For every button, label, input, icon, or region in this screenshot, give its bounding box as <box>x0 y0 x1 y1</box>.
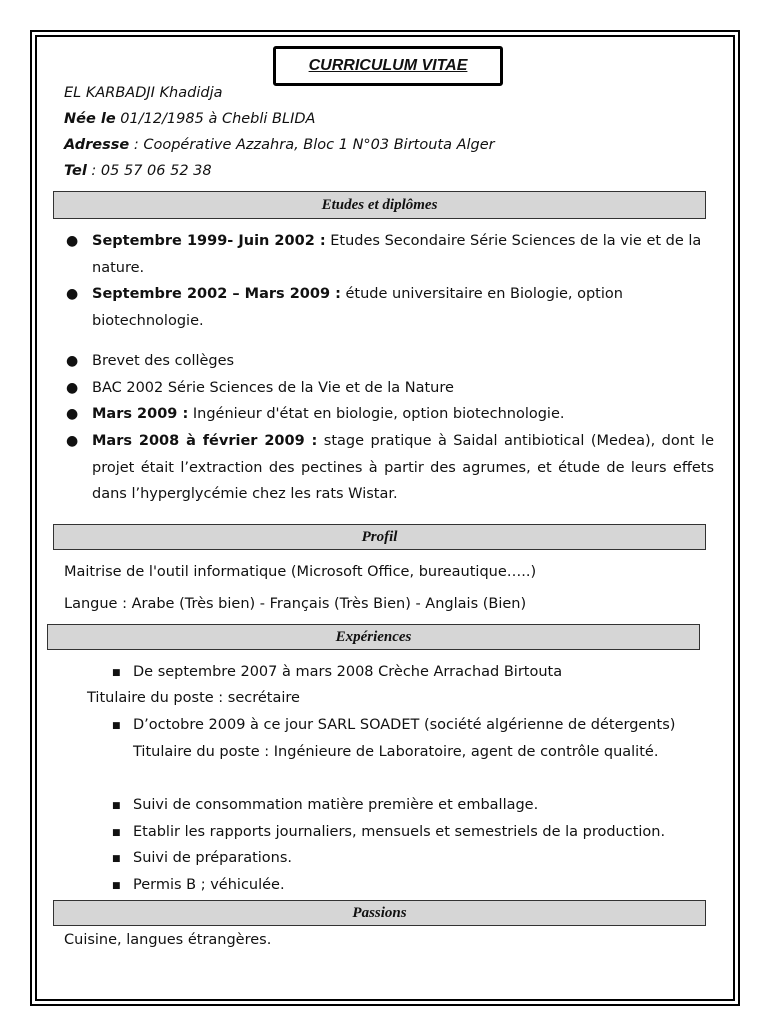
experience-item: De septembre 2007 à mars 2008 Crèche Arrachad Birtouta <box>133 664 563 680</box>
profil-line: Langue : Arabe (Très bien) - Français (Très Bien) - Anglais (Bien) <box>64 596 527 612</box>
bullet-icon: ● <box>66 406 79 422</box>
experience-item: D’octobre 2009 à ce jour SARL SOADET (société algérienne de détergents) Titulaire du poste : Ingénieure de Laboratoire, agent de contrôle qualité. <box>133 717 676 760</box>
bullet-icon: ● <box>66 433 79 449</box>
square-bullet-icon: ■ <box>112 721 121 731</box>
etudes-item-text: stage pratique à Saidal antibiotical (Medea), dont le projet était l’extraction des pectines à partir des agrumes, et étude de leurs effets dans l’hyperglycémie chez les rats Wistar. <box>92 433 714 502</box>
etudes-item <box>92 401 564 428</box>
bullet-icon: ● <box>66 353 79 369</box>
etudes-item <box>92 428 714 508</box>
etudes-item: Brevet des collèges <box>92 353 235 369</box>
bullet-icon: ● <box>66 380 79 396</box>
etudes-item-date: Septembre 1999- Juin 2002 : <box>92 233 326 249</box>
birth-line <box>64 111 315 127</box>
bullet-icon: ● <box>66 233 79 249</box>
section-header-etudes: Etudes et diplômes <box>53 191 706 219</box>
etudes-item <box>92 281 672 334</box>
passions-line: Cuisine, langues étrangères. <box>64 932 272 948</box>
candidate-name: EL KARBADJI Khadidja <box>64 85 223 101</box>
profil-line: Maitrise de l'outil informatique (Microsoft Office, bureautique…..) <box>64 564 537 580</box>
birth-value: 01/12/1985 à Chebli BLIDA <box>115 111 316 127</box>
tel-label: Tel <box>64 163 87 179</box>
square-bullet-icon: ■ <box>112 854 121 864</box>
square-bullet-icon: ■ <box>112 668 121 678</box>
etudes-item <box>92 228 714 281</box>
address-label: Adresse <box>64 137 130 153</box>
section-header-passions: Passions <box>53 900 706 926</box>
square-bullet-icon: ■ <box>112 801 121 811</box>
address-line <box>64 137 495 153</box>
etudes-item-date: Mars 2008 à février 2009 : <box>92 433 318 449</box>
birth-label: Née le <box>64 111 116 127</box>
etudes-item-text: Etudes Secondaire Série Sciences de la vie et de la nature. <box>92 233 702 276</box>
experience-item: Suivi de consommation matière première et emballage. <box>133 797 539 813</box>
experience-item: Etablir les rapports journaliers, mensuels et semestriels de la production. <box>133 824 666 840</box>
tel-line <box>64 163 212 179</box>
etudes-item: BAC 2002 Série Sciences de la Vie et de la Nature <box>92 380 454 396</box>
experience-item: Suivi de préparations. <box>133 850 293 866</box>
experience-item-role: Titulaire du poste : secrétaire <box>87 690 300 706</box>
etudes-item-text: Ingénieur d'état en biologie, option biotechnologie. <box>188 406 565 422</box>
experience-item: Permis B ; véhiculée. <box>133 877 285 893</box>
tel-value: : 05 57 06 52 38 <box>86 163 212 179</box>
section-header-profil: Profil <box>53 524 706 550</box>
etudes-item-date: Mars 2009 : <box>92 406 189 422</box>
etudes-item-date: Septembre 2002 – Mars 2009 : <box>92 286 341 302</box>
square-bullet-icon: ■ <box>112 828 121 838</box>
etudes-item-text: étude universitaire en Biologie, option biotechnologie. <box>92 286 623 329</box>
square-bullet-icon: ■ <box>112 881 121 891</box>
address-value: : Coopérative Azzahra, Bloc 1 N°03 Birtouta Alger <box>129 137 495 153</box>
bullet-icon: ● <box>66 286 79 302</box>
document-title: CURRICULUM VITAE <box>273 46 503 86</box>
section-header-experiences: Expériences <box>47 624 700 650</box>
